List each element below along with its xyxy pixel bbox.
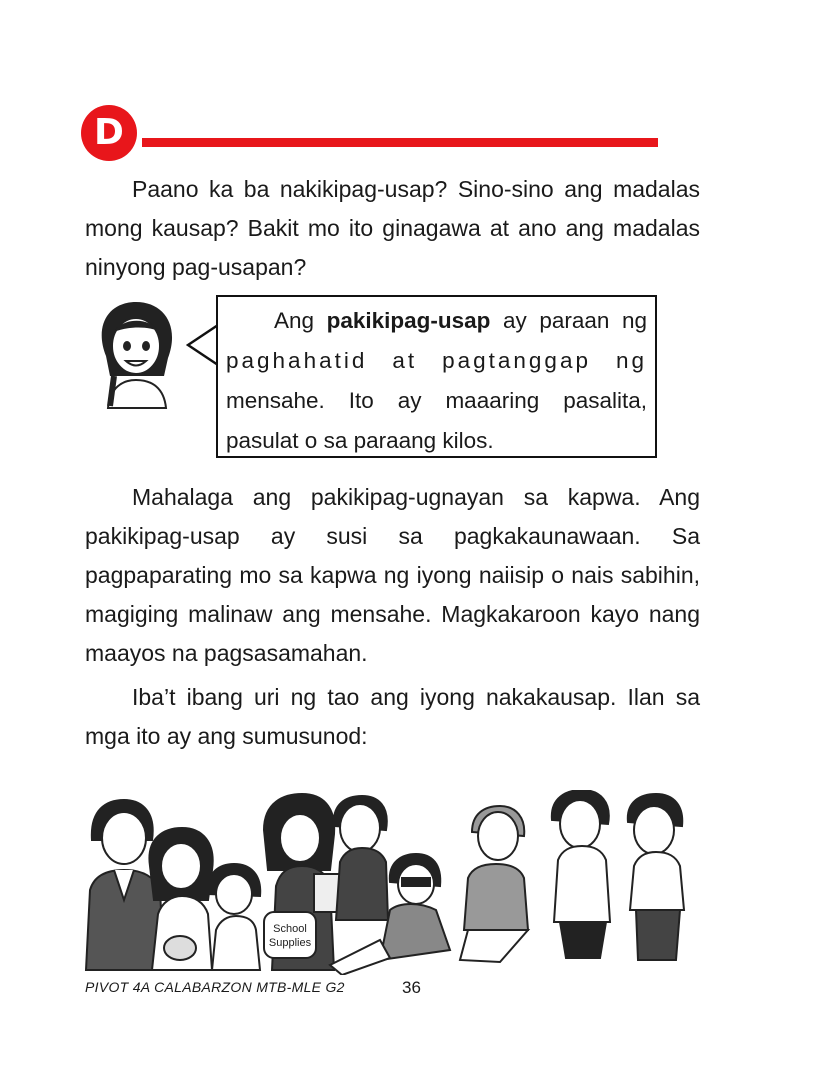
definition-keyword: pakikipag-usap bbox=[326, 308, 491, 333]
definition-lead: Ang bbox=[274, 308, 315, 333]
definition-line1: ay paraan ng bbox=[503, 308, 647, 333]
teacher-figure bbox=[264, 794, 344, 970]
girl-shirt bbox=[108, 380, 166, 408]
girl-speaker-illustration bbox=[88, 296, 188, 411]
school-supplies-label-line2: Supplies bbox=[268, 937, 312, 949]
little-girl-figure bbox=[208, 864, 260, 970]
importance-paragraph bbox=[85, 478, 700, 673]
speech-bubble-tail bbox=[186, 323, 220, 367]
waving-boy-figure bbox=[628, 794, 684, 960]
definition-rest: mensahe. Ito ay maaaring pasalita, pasulat o sa paraang kilos. bbox=[226, 388, 647, 453]
group-of-people-illustration bbox=[80, 790, 700, 975]
page-number: 36 bbox=[402, 978, 421, 997]
mother-figure bbox=[149, 828, 212, 970]
boy-shaking-hands-figure bbox=[552, 790, 610, 958]
school-supplies-label-line1: School bbox=[273, 923, 307, 935]
intro-paragraph bbox=[85, 170, 700, 287]
section-title-rule bbox=[142, 138, 658, 147]
definition-text bbox=[226, 301, 647, 461]
types-text: Iba’t ibang uri ng tao ang iyong nakakausap. Ilan sa mga ito ay ang sumusunod: bbox=[85, 684, 700, 749]
standing-boy-figure bbox=[334, 796, 388, 920]
section-letter-badge: D bbox=[81, 105, 137, 161]
elderly-man-figure bbox=[460, 806, 528, 962]
footer-label: PIVOT 4A CALABARZON MTB-MLE G2 bbox=[85, 979, 345, 995]
importance-text: Mahalaga ang pakikipag-ugnayan sa kapwa. Ang pakikipag-usap ay susi sa pagkakaunawaan. Sa pagpaparating mo sa kapwa ng iyong naiisip o nais sabihin, magiging malinaw ang mensahe. Magkakaroon kayo nang maayos na pagsasamahan. bbox=[85, 484, 700, 666]
types-paragraph bbox=[85, 678, 700, 756]
definition-line2: paghahatid at pagtanggap ng bbox=[226, 348, 647, 373]
definition-speech-bubble bbox=[216, 295, 657, 458]
intro-text: Paano ka ba nakikipag-usap? Sino-sino ang madalas mong kausap? Bakit mo ito ginagawa at ano ang madalas ninyong pag-usapan? bbox=[85, 176, 700, 280]
